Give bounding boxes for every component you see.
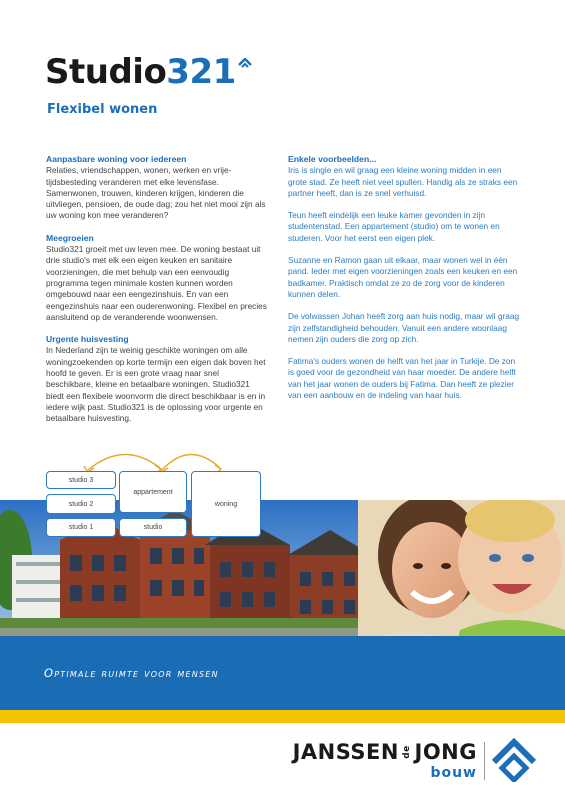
brand-name-left: JANSSEN (292, 740, 399, 764)
section-body: Relaties, vriendschappen, wonen, werken en vrije-tijdsbesteding veranderen met elke levensfase. Samenwonen, trouwen, kinderen krijgen, kinderen die uitvliegen, pensioen, de oude dag; zou het niet mooi zijn als uw woning kon mee veranderen? (46, 165, 266, 221)
section-urgente-huisvesting (46, 334, 268, 424)
brand-sub: bouw (430, 765, 477, 781)
yellow-band (0, 710, 565, 723)
right-column (288, 154, 520, 412)
left-column (46, 154, 268, 425)
example-paragraph-suzanne: Suzanne en Ramon gaan uit elkaar, maar wonen wel in één pand. Ieder met eigen voorzieningen zoals een keuken en een badkamer. Praktisch omdat ze zo de zorg voor de kinderen kunnen delen. (288, 255, 518, 299)
box-studio-2: studio 2 (46, 494, 116, 514)
box-studio-3: studio 3 (46, 471, 116, 489)
brand-name-right: JONG (414, 740, 477, 764)
logo-text: Studio (45, 52, 167, 92)
example-paragraph-iris: Iris is single en wil graag een kleine woning midden in een grote stad. Ze heeft niet veel spullen. Handig als ze straks een partner heeft, dan is ze snel verhuisd. (288, 165, 518, 198)
section-aanpasbare (46, 154, 268, 222)
box-woning: woning (191, 471, 261, 537)
brand-name-de: de (401, 745, 412, 759)
example-paragraph-fatima: Fatima's ouders wonen de helft van het jaar in Turkije. De zon is goed voor de gezondheid van haar moeder. De andere helft van het jaar wonen de ouders bij Fatima. Dan heeft ze plezier van een aanbouw en de indeling van haar huis. (288, 356, 516, 401)
section-meegroeien (46, 233, 268, 323)
box-studio: studio (119, 518, 187, 537)
studio321-logo (45, 52, 252, 92)
brand-diamond-icon (490, 738, 538, 782)
slogan: Optimale ruimte voor mensen (44, 666, 219, 680)
section-title: Meegroeien (46, 232, 94, 243)
section-body: In Nederland zijn te weinig geschikte woningen om alle woningzoekenden op korte termijn een eigen dak boven het hoofd te geven. Er is een grote vraag naar snel beschikbare, kleine en betaalbare woningen. Studio321 biedt een flexibele woonvorm die direct beschikbaar is en in iedere wijk past. Studio321 is de oplossing voor urgente en betaalbare huisvesting. (46, 345, 266, 424)
example-paragraph-johan: De volwassen Johan heeft zorg aan huis nodig, maar wil graag zijn zelfstandigheid behouden. Vanuit een andere woonlaag nemen zijn ouders die zorg op zich. (288, 311, 520, 344)
brand-divider (484, 742, 485, 780)
section-title: Urgente huisvesting (46, 334, 129, 345)
brand-name (293, 740, 477, 764)
section-body: Studio321 groeit met uw leven mee. De woning bestaat uit drie studio's met elk een eigen keuken en sanitaire voorzieningen, die met behulp van een eenvoudig programma tegen minimale kosten kunnen worden omgebouwd naar een eengezinshuis. En van een eengezinshuis naar een ouderenwoning. Flexibel en precies aansluitend op de veranderende woonwensen. (46, 244, 267, 322)
logo-number: 321 (166, 52, 236, 92)
section-title: Aanpasbare woning voor iedereen (46, 154, 187, 164)
box-appartement: appartement (119, 471, 187, 513)
logo-diamond-icon (238, 58, 252, 70)
box-studio-1: studio 1 (46, 518, 116, 537)
example-paragraph-teun: Teun heeft eindelijk een leuke kamer gevonden in zijn studentenstad. Een appartement (studio) om te wonen en studeren. Voor het eerst een eigen plek. (288, 210, 500, 243)
examples-title: Enkele voorbeelden... (288, 154, 377, 164)
janssen-de-jong-logo (293, 740, 477, 782)
page-subtitle: Flexibel wonen (47, 102, 158, 117)
